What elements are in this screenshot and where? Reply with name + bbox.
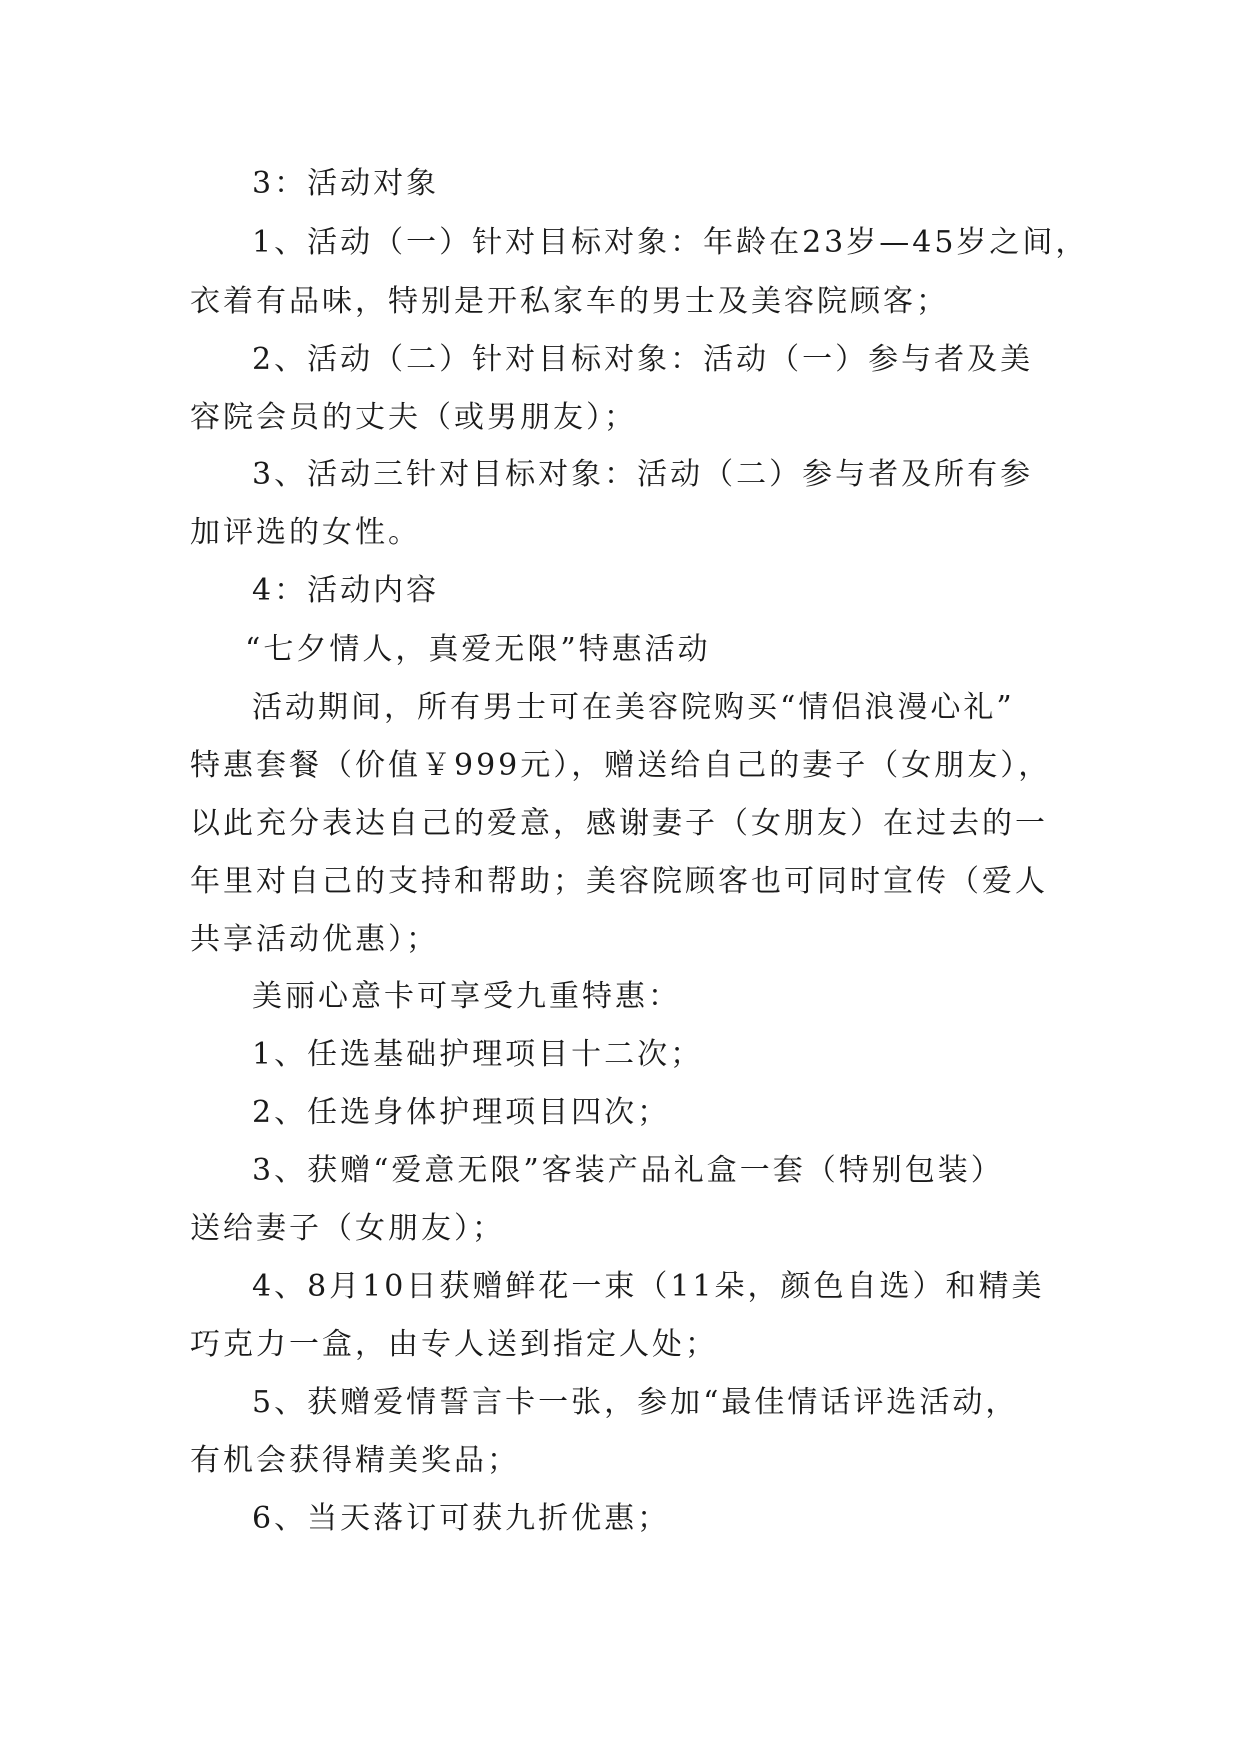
list-item-continuation: 巧克力一盒，由专人送到指定人处；	[190, 1327, 718, 1362]
list-item: 3、获赠“爱意无限”客装产品礼盒一套（特别包装）	[252, 1153, 1004, 1188]
paragraph-line: 活动期间，所有男士可在美容院购买“情侣浪漫心礼”	[252, 690, 1015, 725]
list-item: 4、8月10日获赠鲜花一束（11朵，颜色自选）和精美	[252, 1269, 1045, 1304]
list-item: 1、任选基础护理项目十二次；	[252, 1037, 704, 1072]
paragraph-line: 容院会员的丈夫（或男朋友）；	[190, 400, 637, 435]
paragraph-line: 年里对自己的支持和帮助；美容院顾客也可同时宣传（爱人	[190, 864, 1048, 899]
paragraph-line: 2、活动（二）针对目标对象：活动（一）参与者及美	[252, 342, 1034, 377]
list-item: 6、当天落订可获九折优惠；	[252, 1501, 671, 1536]
section-heading-activity-content: 4：活动内容	[252, 573, 440, 608]
benefits-heading: 美丽心意卡可享受九重特惠：	[252, 979, 681, 1014]
list-item-continuation: 送给妻子（女朋友）；	[190, 1211, 505, 1246]
activity-title: “七夕情人，真爱无限”特惠活动	[245, 632, 711, 667]
paragraph-line: 1、活动（一）针对目标对象：年龄在23岁—45岁之间，	[252, 225, 1089, 260]
paragraph-line: 共享活动优惠）；	[190, 922, 439, 957]
paragraph-line: 特惠套餐（价值￥999元），赠送给自己的妻子（女朋友），	[190, 748, 1052, 783]
paragraph-line: 衣着有品味，特别是开私家车的男士及美容院顾客；	[190, 284, 949, 319]
paragraph-line: 3、活动三针对目标对象：活动（二）参与者及所有参	[252, 457, 1034, 492]
paragraph-line: 加评选的女性。	[190, 515, 421, 550]
section-heading-activity-target: 3：活动对象	[252, 166, 440, 201]
paragraph-line: 以此充分表达自己的爱意，感谢妻子（女朋友）在过去的一	[190, 806, 1048, 841]
list-item-continuation: 有机会获得精美奖品；	[190, 1443, 520, 1478]
list-item: 2、任选身体护理项目四次；	[252, 1095, 671, 1130]
list-item: 5、获赠爱情誓言卡一张，参加“最佳情话评选活动，	[252, 1385, 1019, 1420]
